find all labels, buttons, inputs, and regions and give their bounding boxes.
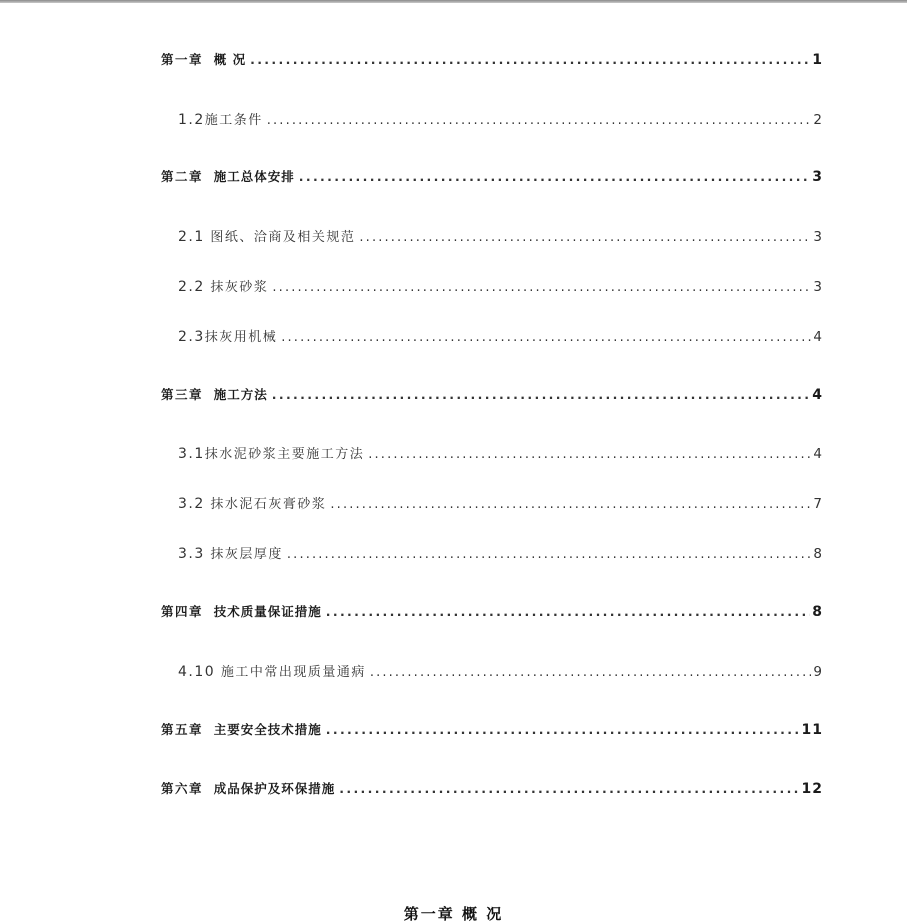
toc-page-number: 9 [813,664,823,680]
toc-page-number: 4 [812,387,823,403]
toc-entry-title: 施工总体安排 [213,169,295,184]
toc-page-number: 7 [813,496,823,512]
toc-section-2-1[interactable] [178,226,823,246]
toc-dot-leader [339,781,799,796]
toc-entry-title: 技术质量保证措施 [213,604,322,619]
toc-page-number: 8 [812,604,823,620]
toc-section-3-2[interactable] [178,493,823,513]
toc-entry-number: 2.3 [178,329,205,345]
toc-entry-title: 图纸、洽商及相关规范 [210,230,356,245]
toc-dot-leader [370,665,812,680]
chapter-heading [0,903,907,924]
toc-chapter-4[interactable] [161,602,823,622]
toc-entry-number: 第三章 [161,387,204,402]
toc-entry-number: 4.10 [178,664,216,680]
toc-dot-leader [368,447,811,462]
toc-entry-number: 3.3 [178,546,205,562]
toc-chapter-2[interactable] [161,167,823,187]
toc-section-3-1[interactable] [178,443,823,463]
toc-dot-leader [287,547,811,562]
toc-dot-leader [359,230,811,245]
toc-section-2-2[interactable] [178,276,823,296]
toc-entry-number: 第五章 [161,722,204,737]
toc-entry-number: 第四章 [161,604,204,619]
toc-section-4-10[interactable] [178,661,823,681]
toc-entry-number: 2.1 [178,229,205,245]
toc-page-number: 12 [801,781,823,797]
toc-entry-number: 第一章 [161,52,204,67]
toc-chapter-6[interactable] [161,779,823,799]
toc-section-3-3[interactable] [178,543,823,563]
toc-page-number: 8 [813,546,823,562]
toc-entry-title: 施工条件 [204,113,263,128]
toc-dot-leader [326,604,811,619]
toc-entry-number: 3.1 [178,446,205,462]
toc-entry-title: 抹灰用机械 [204,330,278,345]
toc-entry-title: 抹灰层厚度 [210,547,283,562]
toc-page-number: 3 [813,279,823,295]
toc-entry-title: 概 况 [213,52,247,67]
toc-page-number: 3 [812,169,823,185]
toc-entry-title: 施工中常出现质量通病 [220,665,366,680]
toc-page-number: 2 [813,112,823,128]
toc-dot-leader [330,497,811,512]
toc-page-number: 11 [801,722,823,738]
toc-entry-title: 抹灰砂浆 [210,280,269,295]
toc-section-1-2[interactable] [178,109,823,129]
toc-entry-title: 主要安全技术措施 [213,722,322,737]
toc-chapter-1[interactable] [161,50,823,70]
toc-dot-leader [299,169,811,184]
toc-entry-number: 第六章 [161,781,204,796]
toc-entry-title: 抹水泥砂浆主要施工方法 [204,447,365,462]
toc-entry-title: 抹水泥石灰膏砂浆 [210,497,327,512]
toc-dot-leader [326,722,800,737]
toc-dot-leader [272,280,811,295]
toc-entry-number: 3.2 [178,496,205,512]
toc-dot-leader [250,52,810,67]
toc-page-number: 4 [813,329,823,345]
toc-dot-leader [281,330,811,345]
toc-entry-number: 1.2 [178,112,205,128]
chapter-heading-title: 概 况 [462,905,504,923]
toc-entry-number: 2.2 [178,279,205,295]
toc-chapter-5[interactable] [161,720,823,740]
toc-page-number: 3 [813,229,823,245]
toc-page-number: 4 [813,446,823,462]
toc-entry-title: 施工方法 [213,387,268,402]
toc-dot-leader [267,113,812,128]
toc-dot-leader [272,387,811,402]
toc-chapter-3[interactable] [161,385,823,405]
toc-entry-number: 第二章 [161,169,204,184]
chapter-heading-number: 第一章 [403,905,455,923]
toc-entry-title: 成品保护及环保措施 [213,781,336,796]
toc-page-number: 1 [812,52,823,68]
toc-section-2-3[interactable] [178,326,823,346]
